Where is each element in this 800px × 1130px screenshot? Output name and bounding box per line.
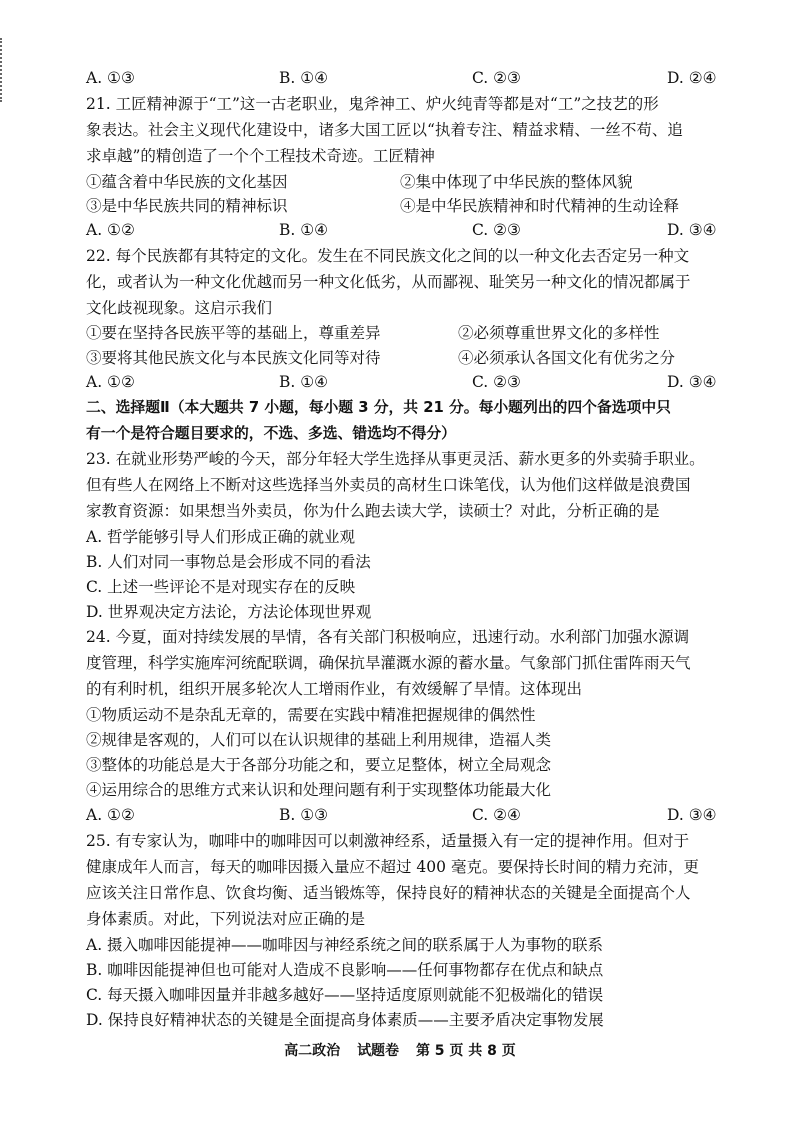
q24-item-3: ③整体的功能总是大于各部分功能之和，要立足整体，树立全局观念 [86,756,552,774]
q24-option-b: B. ①③ [279,806,329,824]
section-2-heading-line: 有一个是符合题目要求的，不选、多选、错选均不得分） [86,425,456,442]
q24-option-d: D. ③④ [667,806,717,824]
q20-option-d: D. ②④ [667,69,717,87]
q22-item-4: ④必须承认各国文化有优劣之分 [458,349,676,367]
q24-item-2: ②规律是客观的，人们可以在认识规律的基础上利用规律，造福人类 [86,731,552,749]
q21-item-2: ②集中体现了中华民族的整体风貌 [400,173,633,191]
q22-item-3: ③要将其他民族文化与本民族文化同等对待 [86,349,381,367]
q25-stem-line: 身体素质。对此，下列说法对应正确的是 [86,910,366,928]
q23-stem-line: 23. 在就业形势严峻的今天，部分年轻大学生选择从事更灵活、薪水更多的外卖骑手职业。 [86,450,705,468]
q25-stem-line: 25. 有专家认为，咖啡中的咖啡因可以刺激神经系，适量摄入有一定的提神作用。但对于 [86,832,690,850]
page-footer [0,1040,800,1060]
q25-stem-line: 应该关注日常作息、饮食均衡、适当锻炼等，保持良好的精神状态的关键是全面提高个人 [86,884,691,902]
q24-item-1: ①物质运动不是杂乱无章的，需要在实践中精准把握规律的偶然性 [86,706,536,724]
q20-option-a: A. ①③ [86,69,135,87]
q25-choice-a: A. 摄入咖啡因能提神——咖啡因与神经系统之间的联系属于人为事物的联系 [86,936,604,954]
q21-stem-line: 21. 工匠精神源于“工”这一古老职业，鬼斧神工、炉火纯青等都是对“工”之技艺的形 [86,95,659,113]
q21-option-c: C. ②③ [472,221,521,239]
q23-choice-a: A. 哲学能够引导人们形成正确的就业观 [86,528,356,546]
footer-subject: 高二政治 [284,1043,341,1059]
q22-stem-line: 文化歧视现象。这启示我们 [86,299,273,317]
q20-option-b: B. ①④ [279,69,329,87]
q21-option-d: D. ③④ [667,221,717,239]
q22-stem-line: 22. 每个民族都有其特定的文化。发生在不同民族文化之间的以一种文化去否定另一种文 [86,247,690,265]
q22-item-2: ②必须尊重世界文化的多样性 [458,324,660,342]
q22-option-b: B. ①④ [279,373,329,391]
q24-item-4: ④运用综合的思维方式来认识和处理问题有利于实现整体功能最大化 [86,781,552,799]
q23-choice-d: D. 世界观决定方法论，方法论体现世界观 [86,603,372,621]
q22-option-d: D. ③④ [667,373,717,391]
q22-option-a: A. ①② [86,373,135,391]
footer-paper: 试题卷 [357,1043,400,1059]
footer-page-number: 第 5 页 共 8 页 [415,1043,516,1059]
q24-stem-line: 度管理，科学实施库河统配联调，确保抗旱灌溉水源的蓄水量。气象部门抓住雷阵雨天气 [86,654,691,672]
q25-choice-c: C. 每天摄入咖啡因量并非越多越好——坚持适度原则就能不犯极端化的错误 [86,986,604,1004]
q20-option-c: C. ②③ [472,69,521,87]
section-2-heading-line: 二、选择题Ⅱ（本大题共 7 小题，每小题 3 分，共 21 分。每小题列出的四个备选项中只 [86,399,671,416]
q24-stem-line: 的有利时机，组织开展多轮次人工增雨作业，有效缓解了旱情。这体现出 [86,680,583,698]
q22-option-c: C. ②③ [472,373,521,391]
q22-item-1: ①要在坚持各民族平等的基础上，尊重差异 [86,324,381,342]
q21-option-b: B. ①④ [279,221,329,239]
q24-option-c: C. ②④ [472,806,521,824]
q23-choice-c: C. 上述一些评论不是对现实存在的反映 [86,578,356,596]
q22-stem-line: 化，或者认为一种文化优越而另一种文化低劣，从而鄙视、耻笑另一种文化的情况都属于 [86,273,691,291]
q21-item-4: ④是中华民族精神和时代精神的生动诠释 [400,197,680,215]
q25-stem-line: 健康成年人而言，每天的咖啡因摄入量应不超过 400 毫克。要保持长时间的精力充沛，更 [86,858,699,876]
q24-option-a: A. ①② [86,806,135,824]
q23-stem-line: 但有些人在网络上不断对这些选择当外卖员的高材生口诛笔伐，认为他们这样做是浪费国 [86,476,691,494]
q21-stem-line: 象表达。社会主义现代化建设中，诸多大国工匠以“执着专注、精益求精、一丝不苟、追 [86,121,683,139]
binding-margin-mark [0,38,12,102]
q23-stem-line: 家教育资源：如果想当外卖员，你为什么跑去读大学，读硕士？对此，分析正确的是 [86,502,660,520]
q21-option-a: A. ①② [86,221,135,239]
q24-stem-line: 24. 今夏，面对持续发展的旱情，各有关部门积极响应，迅速行动。水利部门加强水源调 [86,628,690,646]
q21-item-1: ①蕴含着中华民族的文化基因 [86,173,288,191]
q23-choice-b: B. 人们对同一事物总是会形成不同的看法 [86,553,371,571]
q25-choice-b: B. 咖啡因能提神但也可能对人造成不良影响——任何事物都存在优点和缺点 [86,961,604,979]
q21-stem-line: 求卓越”的精创造了一个个工程技术奇迹。工匠精神 [86,147,435,165]
q25-choice-d: D. 保持良好精神状态的关键是全面提高身体素质——主要矛盾决定事物发展 [86,1011,604,1029]
q21-item-3: ③是中华民族共同的精神标识 [86,197,288,215]
